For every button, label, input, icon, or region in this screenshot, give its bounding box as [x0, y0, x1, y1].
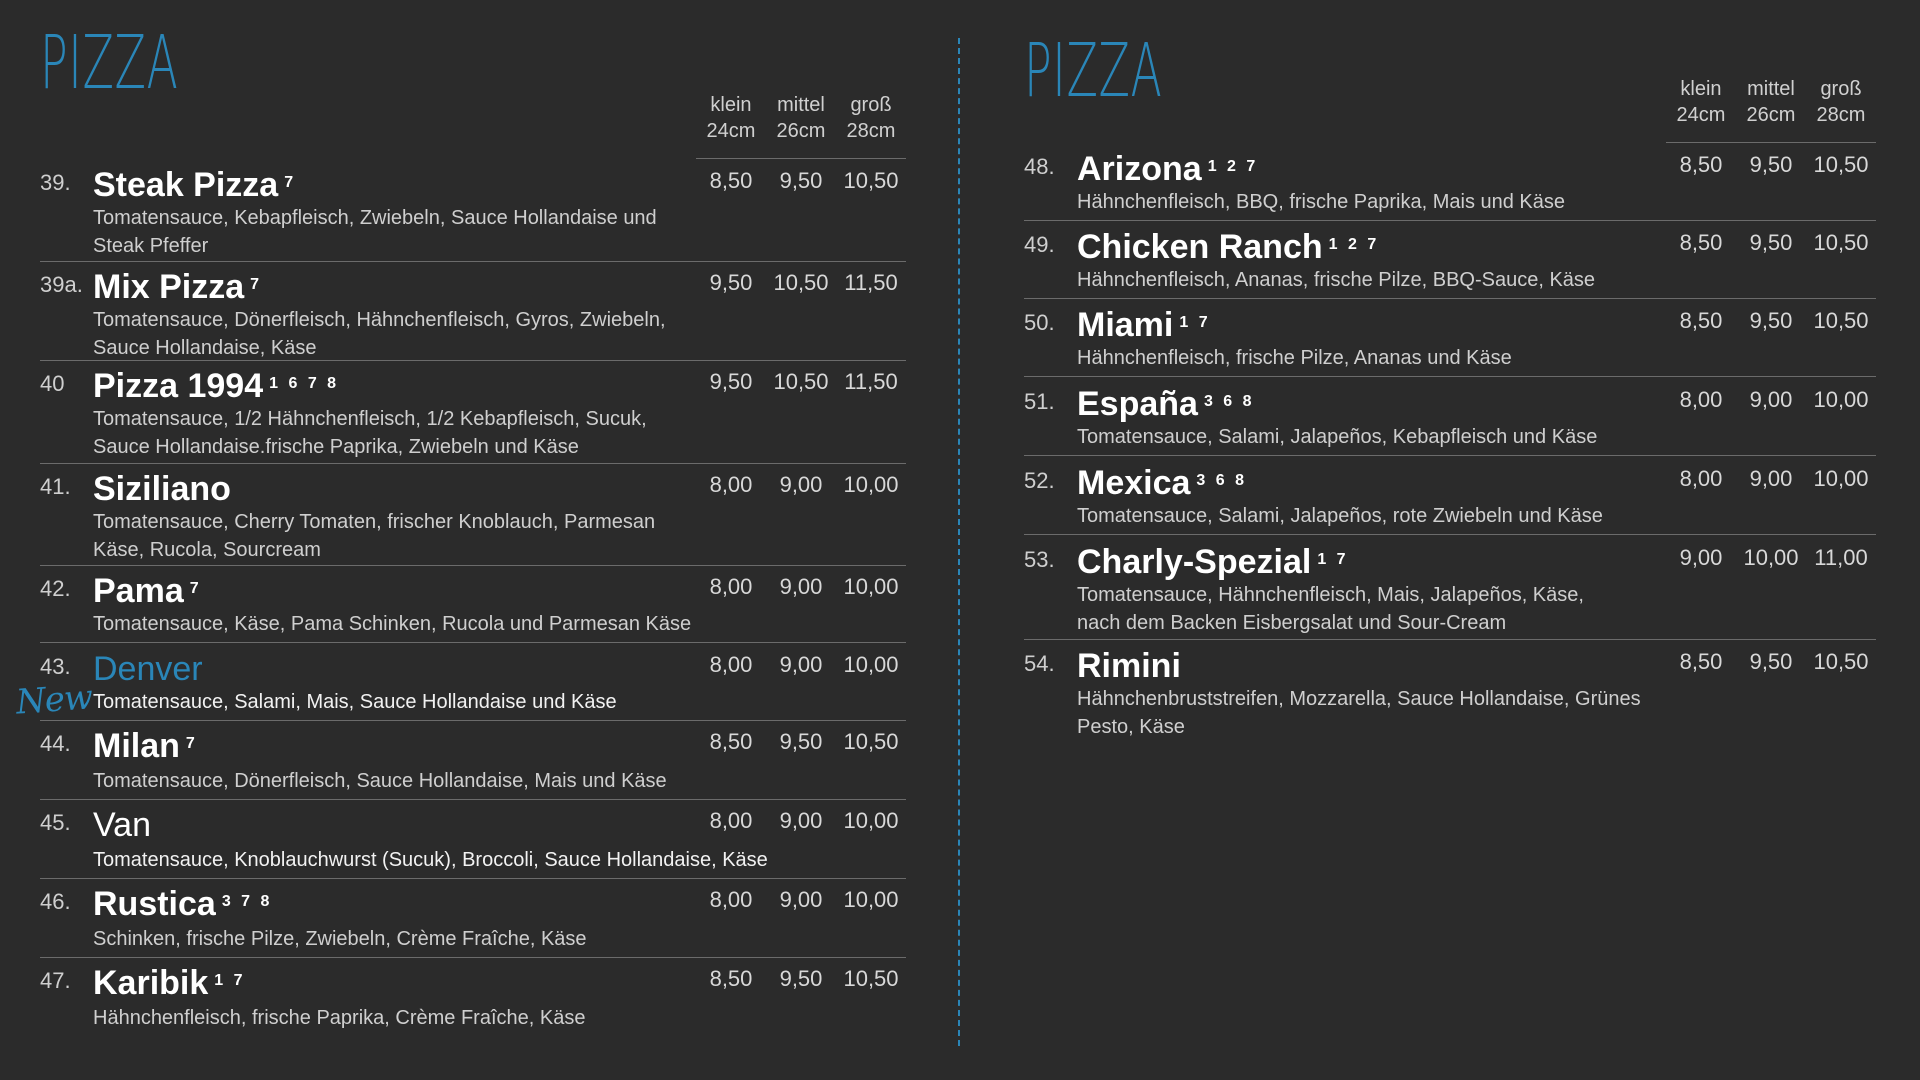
price-small: 8,00: [709, 574, 753, 599]
allergen-codes: 7: [185, 735, 198, 752]
price-large: 10,50: [843, 966, 899, 991]
price-row: [696, 806, 906, 836]
item-description: Tomatensauce, Salami, Jalapeños, rote Zwiebeln und Käse: [1077, 505, 1603, 527]
item-number: 47.: [40, 968, 71, 993]
item-name: España $^{3 6 8}$: [1077, 385, 1255, 423]
item-name: Pizza 1994 $^{1 6 7 8}$: [93, 367, 340, 405]
item-description: Hähnchenfleisch, frische Paprika, Crème Fraîche, Käse: [93, 1007, 586, 1029]
price-row: [1666, 150, 1876, 180]
price-large: 10,00: [1813, 387, 1869, 412]
menu-item: [40, 268, 906, 361]
menu-item: [40, 367, 906, 464]
item-description: Schinken, frische Pilze, Zwiebeln, Crème Fraîche, Käse: [93, 928, 587, 950]
item-name: Steak Pizza $^7$: [93, 166, 297, 204]
size-col-large: groß 28cm: [846, 94, 896, 142]
item-number: 49.: [1024, 232, 1055, 257]
item-number: 45.: [40, 810, 71, 835]
item-name: Miami $^{1 7}$: [1077, 306, 1211, 344]
price-row: [696, 650, 906, 680]
menu-item: [1024, 150, 1876, 221]
menu-item: [40, 572, 906, 643]
item-name: Mexica $^{3 6 8}$: [1077, 464, 1247, 502]
menu-item: [40, 166, 906, 262]
price-small: 9,50: [709, 369, 753, 394]
item-description: Tomatensauce, Kebapfleisch, Zwiebeln, Sauce Hollandaise und Steak Pfeffer: [93, 207, 657, 257]
price-medium: 9,50: [1749, 230, 1793, 255]
item-description: Hähnchenbruststreifen, Mozzarella, Sauce Hollandaise, Grünes Pesto, Käse: [1077, 688, 1641, 738]
item-description: Hähnchenfleisch, BBQ, frische Paprika, Mais und Käse: [1077, 191, 1566, 213]
item-name: Denver: [93, 650, 203, 688]
price-medium: 9,00: [1749, 387, 1793, 412]
price-small: 9,00: [1679, 545, 1723, 570]
price-large: 11,50: [844, 270, 898, 295]
column-divider: [958, 38, 960, 1046]
item-number: 52.: [1024, 468, 1055, 493]
item-number: 42.: [40, 576, 71, 601]
size-header: [696, 92, 906, 150]
item-number: 48.: [1024, 154, 1055, 179]
item-description: Tomatensauce, 1/2 Hähnchenfleisch, 1/2 Kebapfleisch, Sucuk, Sauce Hollandaise.frische Paprika, Zwiebeln und Käse: [93, 408, 647, 458]
item-name: Siziliano: [93, 470, 231, 508]
price-medium: 9,00: [779, 652, 823, 677]
price-large: 10,50: [843, 729, 899, 754]
item-name: Milan $^7$: [93, 727, 198, 765]
menu-item: [1024, 464, 1876, 535]
item-name: Pama $^7$: [93, 572, 202, 610]
price-large: 10,50: [843, 168, 899, 193]
item-description: Hähnchenfleisch, frische Pilze, Ananas und Käse: [1077, 347, 1512, 369]
menu-item: [40, 727, 906, 800]
new-badge: New: [14, 677, 94, 723]
item-description: Tomatensauce, Dönerfleisch, Hähnchenfleisch, Gyros, Zwiebeln, Sauce Hollandaise, Käse: [93, 309, 666, 359]
price-medium: 9,50: [1749, 649, 1793, 674]
item-name: Rimini: [1077, 647, 1181, 685]
item-description: Tomatensauce, Hähnchenfleisch, Mais, Jalapeños, Käse, nach dem Backen Eisbergsalat und Sour-Cream: [1077, 584, 1584, 634]
item-number: 43.: [40, 654, 71, 679]
price-row: [696, 727, 906, 757]
price-medium: 9,00: [779, 808, 823, 833]
menu-item: [40, 470, 906, 566]
price-large: 10,00: [1813, 466, 1869, 491]
price-medium: 9,00: [779, 574, 823, 599]
price-medium: 9,00: [779, 887, 823, 912]
price-large: 10,50: [1813, 308, 1869, 333]
header-rule: [696, 158, 906, 159]
price-medium: 10,50: [773, 369, 829, 394]
price-large: 10,00: [843, 472, 899, 497]
menu-item: [40, 964, 906, 1036]
allergen-codes: 1 6 7 8: [269, 375, 340, 392]
item-name: Rustica $^{3 7 8}$: [93, 885, 273, 923]
item-description: Tomatensauce, Knoblauchwurst (Sucuk), Broccoli, Sauce Hollandaise, Käse: [93, 849, 768, 871]
price-large: 10,00: [843, 574, 899, 599]
price-row: [696, 268, 906, 298]
price-medium: 9,50: [779, 729, 823, 754]
menu-item: [40, 885, 906, 958]
item-name: Charly-Spezial $^{1 7}$: [1077, 543, 1349, 581]
allergen-codes: 3 6 8: [1196, 472, 1247, 489]
allergen-codes: 7: [284, 174, 297, 191]
menu-item: [1024, 385, 1876, 456]
price-medium: 9,50: [779, 966, 823, 991]
item-description: Tomatensauce, Dönerfleisch, Sauce Hollandaise, Mais und Käse: [93, 770, 667, 792]
size-header: [1666, 76, 1876, 134]
allergen-codes: 1 7: [1179, 314, 1211, 331]
menu-title: PIZZA: [1024, 28, 1163, 114]
size-col-large: groß 28cm: [1816, 78, 1866, 126]
allergen-codes: 7: [250, 276, 263, 293]
size-col-small: klein 24cm: [1676, 78, 1726, 126]
price-row: [696, 367, 906, 397]
item-name: Arizona $^{1 2 7}$: [1077, 150, 1259, 188]
price-medium: 10,50: [773, 270, 829, 295]
price-row: [1666, 647, 1876, 677]
item-name: Karibik $^{1 7}$: [93, 964, 246, 1002]
price-medium: 10,00: [1743, 545, 1799, 570]
price-row: [696, 470, 906, 500]
menu-item: [1024, 228, 1876, 299]
price-large: 11,00: [1814, 545, 1868, 570]
price-large: 10,50: [1813, 649, 1869, 674]
price-small: 8,00: [709, 887, 753, 912]
item-name: Chicken Ranch $^{1 2 7}$: [1077, 228, 1380, 266]
size-col-medium: mittel 26cm: [776, 94, 826, 142]
price-small: 8,50: [1679, 649, 1723, 674]
item-description: Tomatensauce, Salami, Mais, Sauce Hollandaise und Käse: [93, 691, 617, 713]
price-small: 8,50: [709, 966, 753, 991]
price-row: [696, 166, 906, 196]
price-medium: 9,00: [779, 472, 823, 497]
item-number: 41.: [40, 474, 71, 499]
allergen-codes: 3 6 8: [1203, 393, 1255, 410]
price-medium: 9,00: [1749, 466, 1793, 491]
price-small: 8,00: [709, 652, 753, 677]
price-row: [1666, 228, 1876, 258]
menu-title: PIZZA: [40, 20, 179, 106]
allergen-codes: 3 7 8: [221, 893, 273, 910]
allergen-codes: 7: [189, 580, 202, 597]
price-row: [696, 964, 906, 994]
allergen-codes: 1 2 7: [1207, 158, 1259, 175]
item-description: Hähnchenfleisch, Ananas, frische Pilze, BBQ-Sauce, Käse: [1077, 269, 1596, 291]
item-name: Van: [93, 806, 151, 844]
menu-item: [14, 650, 906, 723]
price-large: 10,00: [843, 808, 899, 833]
price-medium: 9,50: [779, 168, 823, 193]
item-description: Tomatensauce, Salami, Jalapeños, Kebapfleisch und Käse: [1077, 426, 1598, 448]
price-small: 8,00: [1679, 466, 1723, 491]
menu-item: [1024, 647, 1876, 743]
price-small: 8,50: [709, 729, 753, 754]
price-large: 10,50: [1813, 230, 1869, 255]
item-number: 39a.: [40, 272, 83, 297]
price-row: [1666, 306, 1876, 336]
item-number: 39.: [40, 170, 71, 195]
item-name: Mix Pizza $^7$: [93, 268, 263, 306]
item-description: Tomatensauce, Käse, Pama Schinken, Rucola und Parmesan Käse: [93, 613, 692, 635]
price-small: 8,50: [1679, 308, 1723, 333]
price-small: 8,50: [709, 168, 753, 193]
price-small: 8,50: [1679, 230, 1723, 255]
price-small: 8,00: [709, 808, 753, 833]
price-medium: 9,50: [1749, 308, 1793, 333]
price-medium: 9,50: [1749, 152, 1793, 177]
price-small: 8,00: [1679, 387, 1723, 412]
allergen-codes: 1 7: [214, 972, 246, 989]
price-row: [1666, 543, 1876, 573]
price-large: 10,00: [843, 887, 899, 912]
price-large: 10,00: [843, 652, 899, 677]
item-number: 44.: [40, 731, 71, 756]
allergen-codes: 1 7: [1317, 551, 1349, 568]
item-number: 51.: [1024, 389, 1055, 414]
item-description: Tomatensauce, Cherry Tomaten, frischer Knoblauch, Parmesan Käse, Rucola, Sourcream: [93, 511, 656, 561]
header-rule: [1666, 142, 1876, 143]
price-small: 9,50: [709, 270, 753, 295]
price-row: [696, 572, 906, 602]
size-col-small: klein 24cm: [706, 94, 756, 142]
item-number: 46.: [40, 889, 71, 914]
item-number: 54.: [1024, 651, 1055, 676]
menu-item: [1024, 306, 1876, 377]
price-small: 8,50: [1679, 152, 1723, 177]
item-number: 53.: [1024, 547, 1055, 572]
item-number: 40: [40, 371, 65, 396]
price-large: 10,50: [1813, 152, 1869, 177]
menu-item: [40, 806, 906, 879]
menu-item: [1024, 543, 1876, 640]
size-col-medium: mittel 26cm: [1746, 78, 1796, 126]
price-large: 11,50: [844, 369, 898, 394]
price-row: [1666, 385, 1876, 415]
price-small: 8,00: [709, 472, 753, 497]
price-row: [1666, 464, 1876, 494]
price-row: [696, 885, 906, 915]
item-number: 50.: [1024, 310, 1055, 335]
allergen-codes: 1 2 7: [1328, 236, 1380, 253]
